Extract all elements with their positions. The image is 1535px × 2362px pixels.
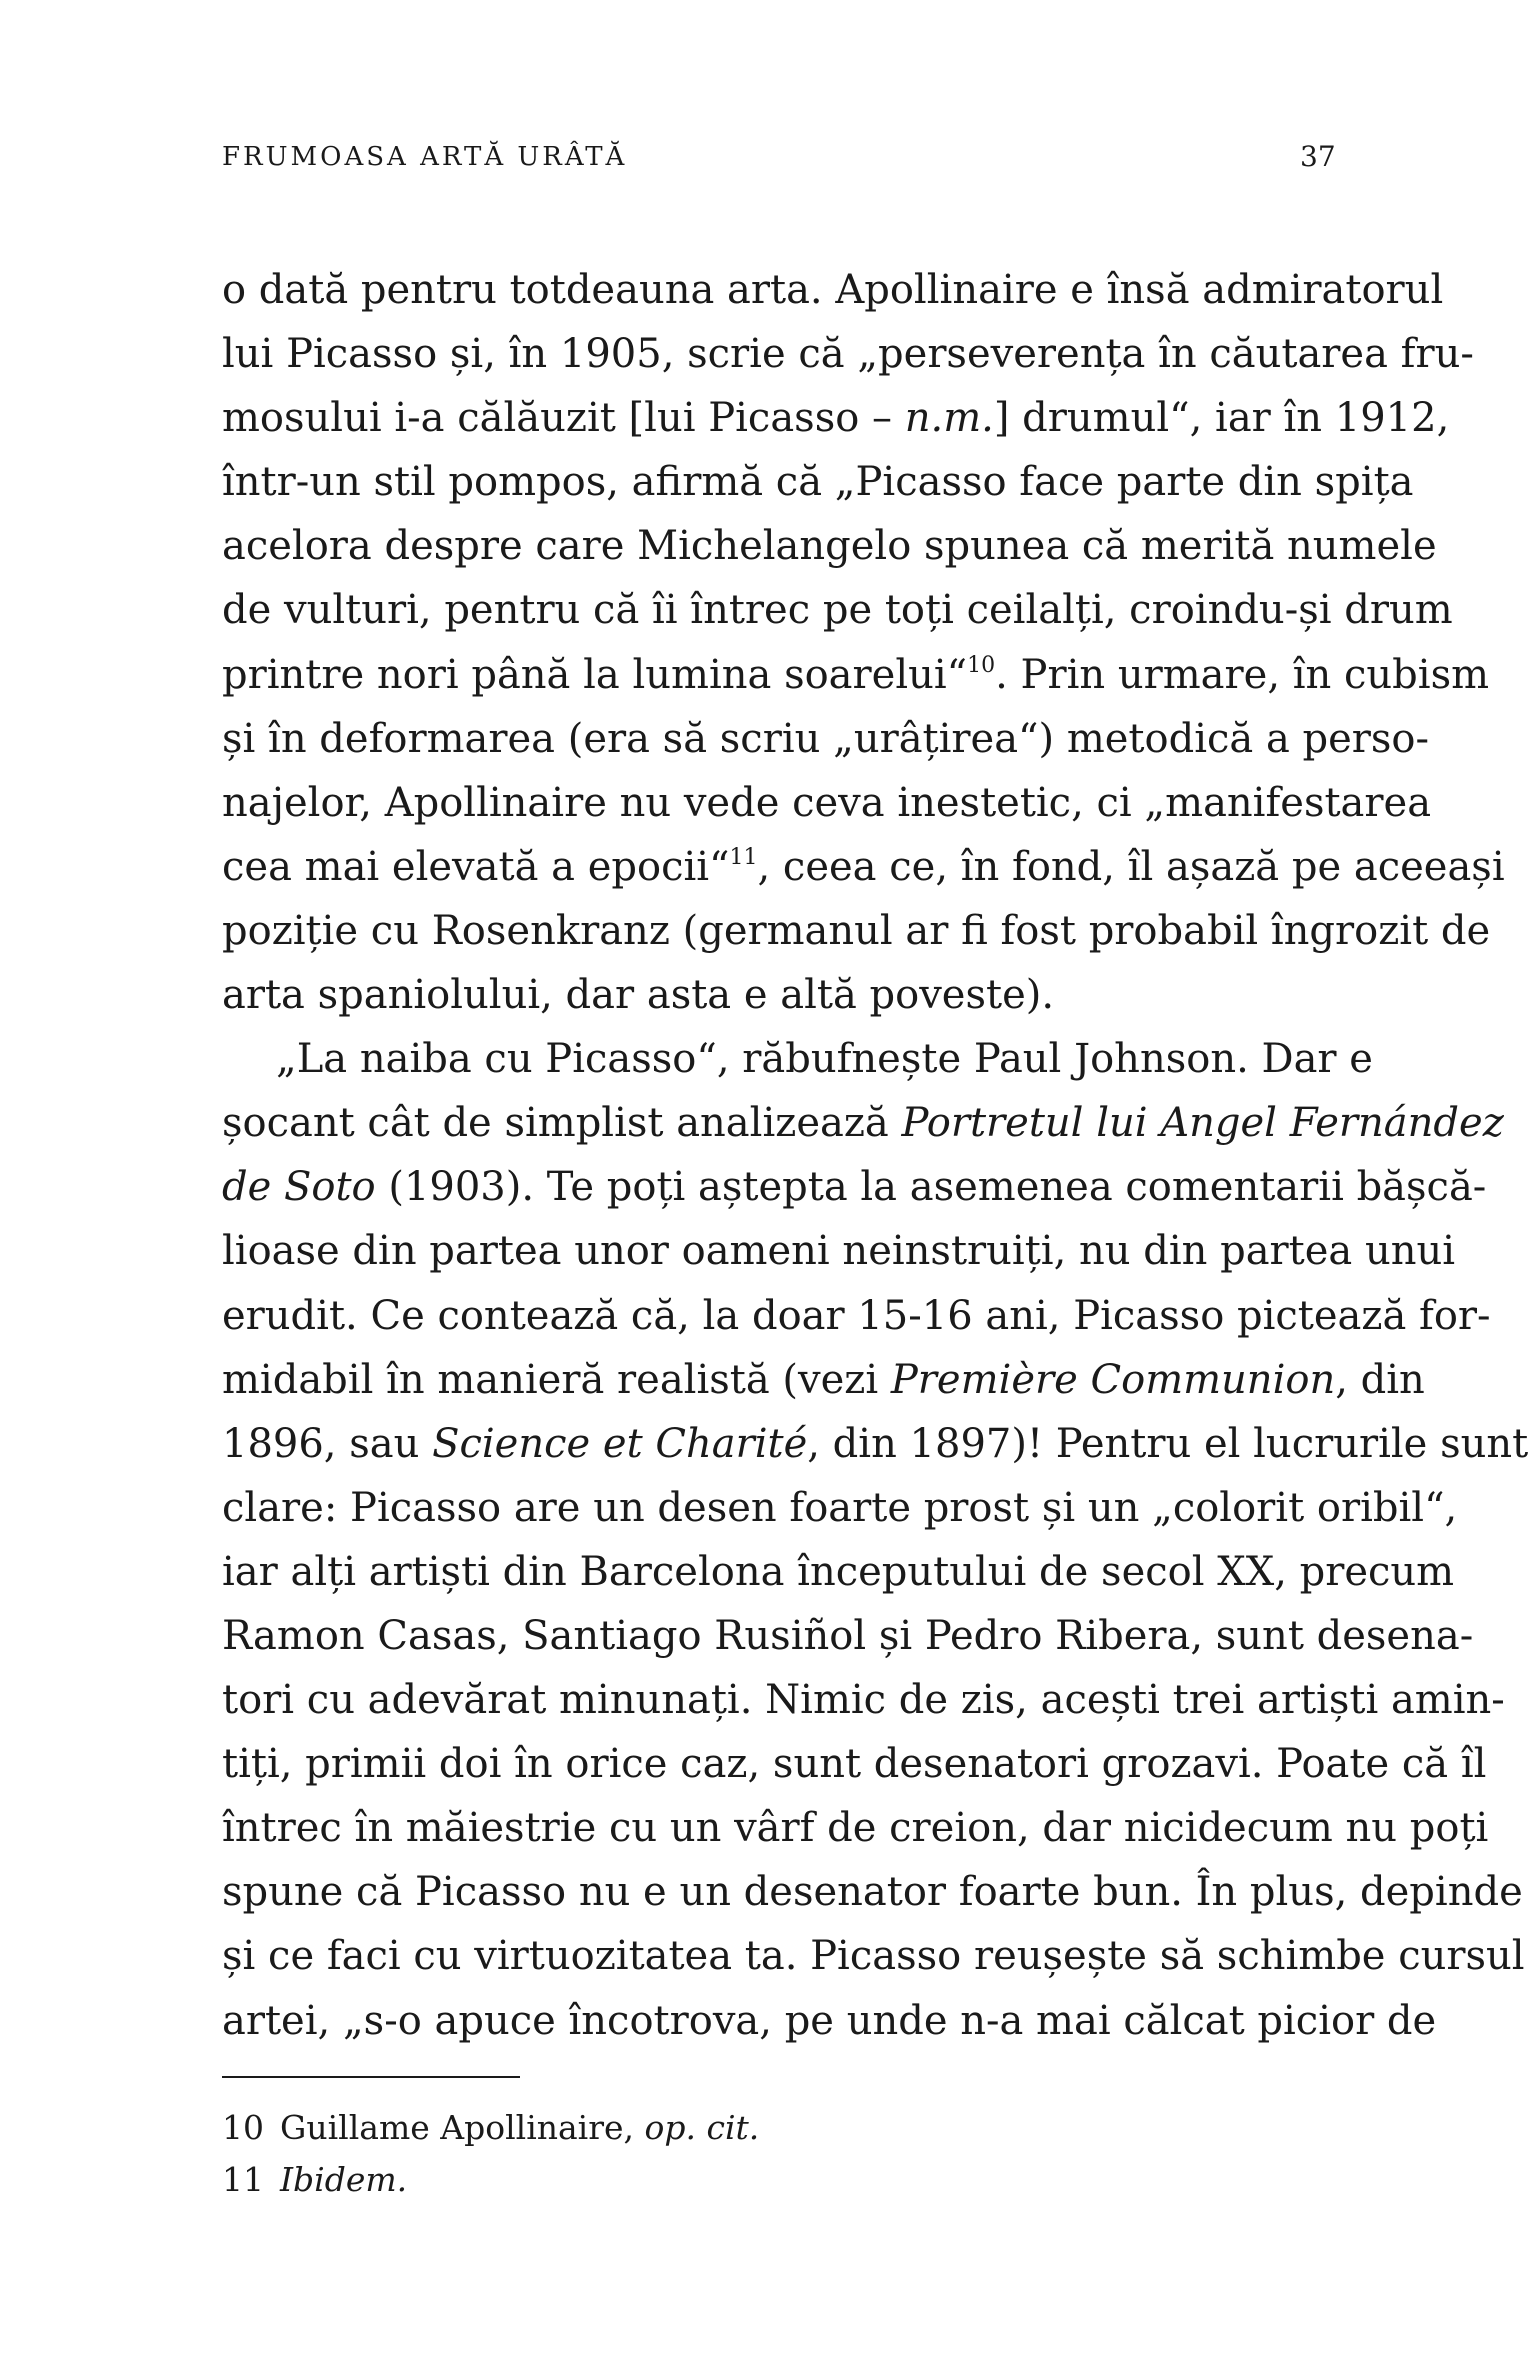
text-run: iar alți artiști din Barcelona începutului de secol XX, precum (222, 1548, 1455, 1595)
text-run: printre nori până la lumina soarelui“ (222, 651, 968, 698)
text-run: (1903). Te poți aștepta la asemenea comentarii bășcă- (375, 1164, 1487, 1211)
text-line (222, 771, 1432, 835)
text-line (222, 1924, 1525, 1988)
text-run: ] drumul“, iar în 1912, (993, 395, 1450, 442)
italic-text: n.m. (904, 395, 994, 442)
page-number: 37 (1300, 140, 1336, 173)
text-run: erudit. Ce contează că, la doar 15-16 ani, Picasso pictează for- (222, 1292, 1491, 1339)
text-run: întrec în măiestrie cu un vârf de creion, dar nicidecum nu poți (222, 1805, 1489, 1852)
footnote-number: 10 (222, 2108, 264, 2147)
text-run: lioase din partea unor oameni neinstruiți, nu din partea unui (222, 1228, 1456, 1275)
footnote-reference: 11 (729, 844, 758, 870)
text-line (222, 707, 1430, 771)
text-run: într-un stil pompos, afirmă că „Picasso face parte din spița (222, 459, 1414, 506)
text-line (222, 1027, 1373, 1091)
text-line (222, 1604, 1474, 1668)
text-line (222, 1732, 1487, 1796)
text-line (222, 386, 1450, 450)
footnote-separator (222, 2076, 520, 2078)
text-line (222, 643, 1490, 707)
text-run: lui Picasso și, în 1905, scrie că „perseverența în căutarea fru- (222, 331, 1474, 378)
text-line (222, 1412, 1529, 1476)
text-line (222, 1540, 1455, 1604)
footnote-number: 11 (222, 2160, 264, 2199)
text-run: . Prin urmare, în cubism (995, 651, 1490, 698)
footnotes (222, 2102, 759, 2206)
text-line (222, 1091, 1504, 1155)
text-line (222, 1989, 1437, 2053)
italic-text: Science et Charité (432, 1420, 808, 1467)
text-line (222, 1284, 1491, 1348)
text-run: artei, „s-o apuce încotrova, pe unde n-a mai călcat picior de (222, 1997, 1437, 2044)
text-line (222, 1860, 1523, 1924)
text-run: tiți, primii doi în orice caz, sunt desenatori grozavi. Poate că îl (222, 1741, 1487, 1788)
text-line (222, 1668, 1505, 1732)
italic-text: op. cit. (644, 2108, 760, 2147)
text-run: de vulturi, pentru că îi întrec pe toți ceilalți, croindu-și drum (222, 587, 1453, 634)
text-run: mosului i-a călăuzit [lui Picasso – (222, 395, 905, 442)
text-run: spune că Picasso nu e un desenator foarte bun. În plus, depinde (222, 1869, 1523, 1916)
text-run: o dată pentru totdeauna arta. Apollinaire e însă admiratorul (222, 267, 1444, 313)
text-run: „La naiba cu Picasso“, răbufnește Paul Johnson. Dar e (276, 1036, 1373, 1083)
italic-text: Ibidem. (280, 2160, 408, 2199)
text-line (222, 1348, 1425, 1412)
text-line (222, 1796, 1489, 1860)
text-run: șocant cât de simplist analizează (222, 1100, 902, 1147)
text-run: midabil în manieră realistă (vezi (222, 1356, 891, 1403)
text-line (222, 450, 1414, 514)
text-line (222, 258, 1444, 322)
text-line (222, 1476, 1458, 1540)
italic-text: Première Communion (890, 1356, 1336, 1403)
footnote-reference: 10 (967, 652, 996, 678)
text-run: Guillame Apollinaire, (280, 2108, 645, 2147)
text-run: , din (1335, 1356, 1425, 1403)
text-run: și ce faci cu virtuozitatea ta. Picasso reușește să schimbe cursul (222, 1933, 1525, 1980)
body-text (222, 258, 1529, 2053)
text-line (222, 1219, 1456, 1283)
text-line (222, 963, 1342, 1027)
text-line (222, 578, 1453, 642)
text-line (222, 514, 1437, 578)
italic-text: Portretul lui Angel Fernández (901, 1100, 1504, 1147)
text-run: acelora despre care Michelangelo spunea că merită numele (222, 523, 1437, 570)
text-run: , din 1897)! Pentru el lucrurile sunt (807, 1420, 1529, 1467)
text-run: najelor, Apollinaire nu vede ceva inestetic, ci „manifestarea (222, 779, 1432, 826)
text-run: cea mai elevată a epocii“ (222, 843, 730, 890)
text-line (222, 835, 1505, 899)
text-run: arta spaniolului, dar asta e altă poveste). (222, 972, 1055, 1019)
text-run: Ramon Casas, Santiago Rusiñol și Pedro Ribera, sunt desena- (222, 1612, 1474, 1659)
text-line (222, 1155, 1487, 1219)
text-run: , ceea ce, în fond, îl așază pe aceeași (757, 843, 1505, 890)
text-run: tori cu adevărat minunați. Nimic de zis, acești trei artiști amin- (222, 1677, 1505, 1724)
italic-text: de Soto (222, 1164, 376, 1211)
footnote (222, 2102, 759, 2154)
footnote (222, 2154, 759, 2206)
text-line (222, 322, 1474, 386)
text-run: clare: Picasso are un desen foarte prost și un „colorit oribil“, (222, 1484, 1458, 1531)
text-run: și în deformarea (era să scriu „urâțirea“) metodică a perso- (222, 715, 1430, 762)
text-line (222, 899, 1491, 963)
text-run: 1896, sau (222, 1420, 433, 1467)
running-title: FRUMOASA ARTĂ URÂTĂ (222, 142, 628, 172)
text-run: poziție cu Rosenkranz (germanul ar fi fost probabil îngrozit de (222, 907, 1491, 954)
